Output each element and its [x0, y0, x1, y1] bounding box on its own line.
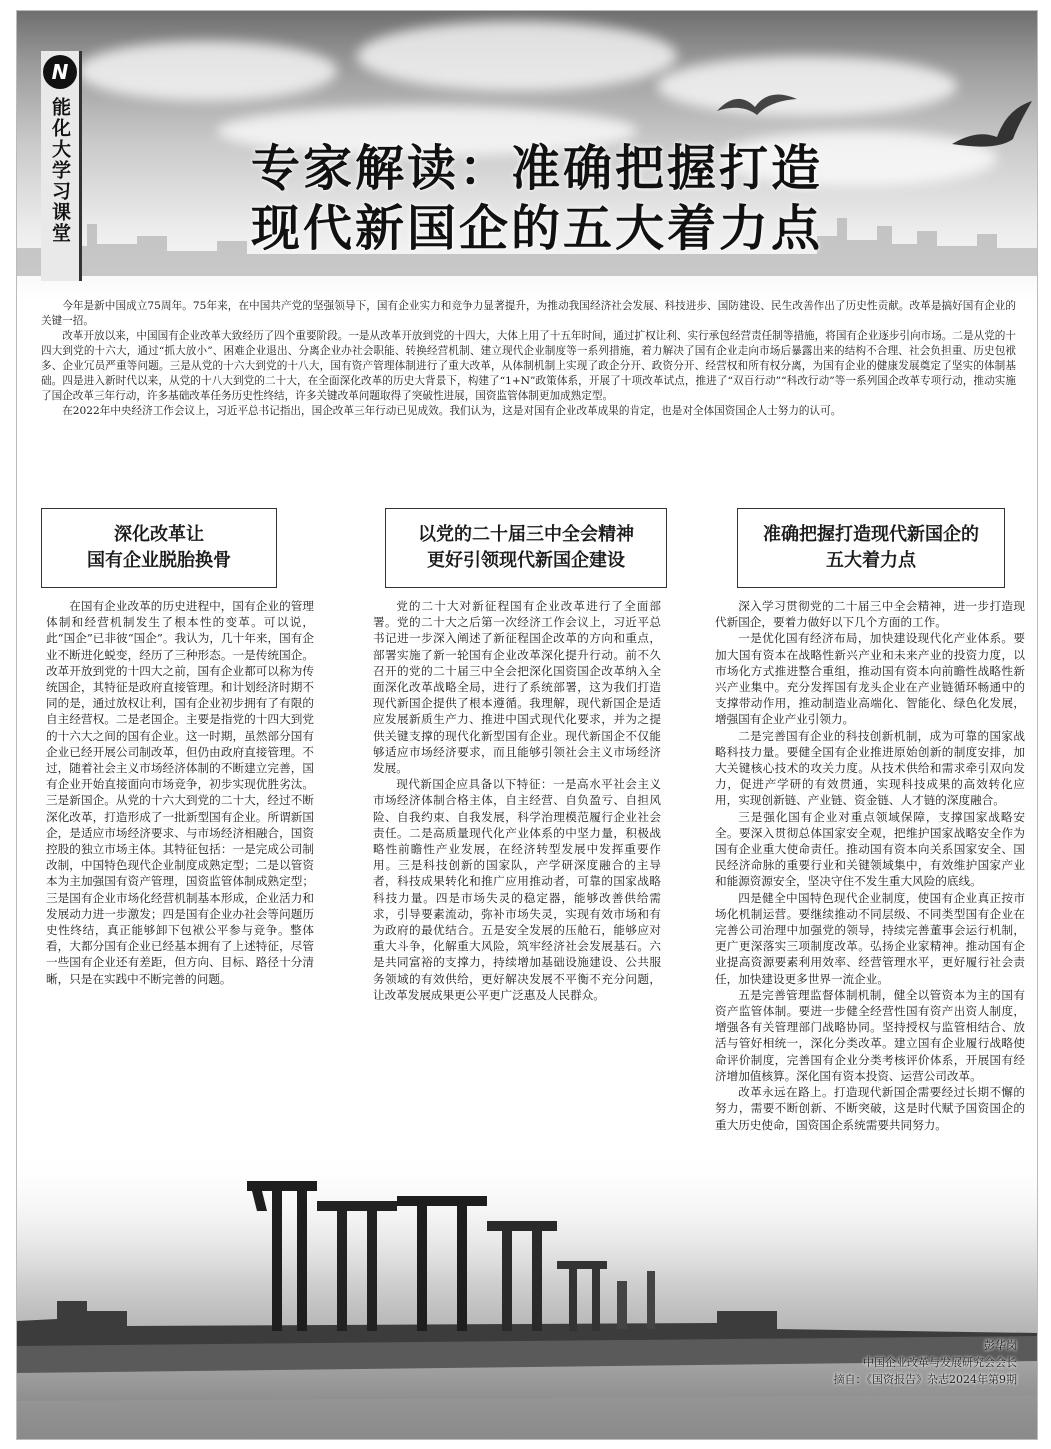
column-3-body — [715, 598, 1025, 1133]
intro-paragraph: 在2022年中央经济工作会议上，习近平总书记指出，国企改革三年行动已见成效。我们认为，这是对国有企业改革成果的肯定，也是对全体国资国企人士努力的认可。 — [62, 405, 842, 417]
body-paragraph: 二是完善国有企业的科技创新机制，成为可靠的国家战略科技力量。要健全国有企业推进原始创新的制度安排，加大关键核心技术的攻关力度。从技术供给和需求牵引双向发力，促进产学研的有效贯通，实现科技成果的高效转化应用，实现创新链、产业链、资金链、人才链的深度融合。 — [715, 728, 1025, 808]
body-paragraph: 五是完善管理监督体制机制，健全以管资本为主的国有资产监管体制。要进一步健全经营性国有资产出资人制度，增强各有关管理部门战略协同。坚持授权与监管相结合、放活与管好相统一，深化分类改革。建立国有企业履行战略使命评价制度，完善国有企业分类考核评价体系，开展国有经济增加值核算。深化国有资本投资、运营公司改革。 — [715, 987, 1025, 1083]
source-note: 摘自：《国资报告》杂志2024年第9期 — [833, 1373, 1017, 1386]
body-paragraph: 在国有企业改革的历史进程中，国有企业的管理体制和经营机制发生了根本性的变革。可以说，此“国企”已非彼“国企”。我认为，几十年来，国有企业不断进化蜕变，经历了三种形态。一是传统国企。改革开放到党的十四大之前，国有企业都可以称为传统国企，其特征是政府直接管理。和计划经济时期不同的是，通过放权让利，国有企业初步拥有了有限的自主经营权。二是老国企。主要是指党的十四大到党的十六大之间的国有企业。这一时期，虽然部分国有企业已经开展公司制改革，但仍由政府直接管理。不过，随着社会主义市场经济体制的不断建立完善，国有企业开始直接面向市场竞争，初步实现优胜劣汰。三是新国企。从党的十六大到党的二十大，经过不断深化改革，打造形成了一批新型国有企业。所谓新国企，是适应市场经济要求、与市场经济相融合，国资控股的独立市场主体。其特征包括：一是完成公司制改制，中国特色现代企业制度成熟定型；二是以管资本为主加强国有资产管理，国资监管体制成熟定型；三是国有企业市场化经营机制基本形成，企业活力和发展动力进一步激发；四是国有企业办社会等问题历史性终结，真正能够卸下包袱公平参与竞争。整体看，大都分国有企业已经基本拥有了上述特征，尽管一些国有企业还有差距，但方向、目标、路径十分清晰，只是在实践中不断完善的问题。 — [46, 599, 314, 986]
section-3-title-box — [737, 508, 1005, 588]
headline-line-1: 专家解读：准确把握打造 — [250, 140, 823, 197]
section-1-title: 深化改革让 国有企业脱胎换骨 — [87, 524, 231, 571]
author-name: 彭华岗 — [984, 1339, 1017, 1352]
section-2-title: 以党的二十届三中全会精神 更好引领现代新国企建设 — [418, 524, 634, 571]
headline-line-2: 现代新国企的五大着力点 — [250, 200, 823, 257]
body-paragraph: 一是优化国有经济布局，加快建设现代化产业体系。要加大国有资本在战略性新兴产业和未来产业的投资力度，以市场化方式推进整合重组，推动国有资本向前瞻性战略性新兴产业集中。充分发挥国有龙头企业在产业链循环畅通中的支撑带动作用，推动制造业高端化、智能化、绿色化发展，增强国有企业产业引领力。 — [715, 631, 1025, 727]
body-paragraph: 改革永远在路上。打造现代新国企需要经过长期不懈的努力，需要不断创新、不断突破，这是时代赋予国资国企的重大历史使命，国资国企系统需要共同努力。 — [715, 1085, 1025, 1132]
intro-text — [41, 299, 1016, 419]
seagull-image — [707, 81, 827, 131]
column-name: 能化大学习课堂 — [49, 97, 71, 244]
body-paragraph: 深入学习贯彻党的二十届三中全会精神，进一步打造现代新国企，要着力做好以下几个方面的工作。 — [715, 599, 1025, 630]
intro-paragraph: 今年是新中国成立75周年。75年来，在中国共产党的坚强领导下，国有企业实力和竞争力显著提升，为推动我国经济社会发展、科技进步、国防建设、民生改善作出了历史性贡献。改革是搞好国有企业的关键一招。 — [41, 300, 1016, 327]
section-1-title-box — [41, 508, 277, 588]
harbor-cranes-image — [17, 1151, 1037, 1439]
dove-image — [947, 99, 1037, 159]
body-paragraph: 四是健全中国特色现代企业制度，使国有企业真正按市场化机制运营。要继续推动不同层级、不同类型国有企业在完善公司治理中加强党的领导，持续完善董事会运行机制，更广更深落实三项制度改革。弘扬企业家精神。推动国有企业提高资源要素利用效率、经营管理水平，更好履行社会责任，加快建设更多世界一流企业。 — [715, 890, 1025, 986]
byline — [757, 1337, 1017, 1388]
body-paragraph: 现代新国企应具备以下特征：一是高水平社会主义市场经济体制合格主体，自主经营、自负盈亏、自担风险、自我约束、自我发展，科学治理模范履行企业社会责任。二是高质量现代化产业体系的中坚力量，积极战略性前瞻性产业发展，在经济转型发展中发挥重要作用。三是科技创新的国家队，产学研深度融合的主导者，科技成果转化和推广应用推动者，可靠的国家战略科技力量。四是市场失灵的稳定器，能够改善供给需求，引导要素流动，弥补市场失灵，实现有效市场和有为政府的最优结合。五是安全发展的压舱石，能够应对重大斗争，化解重大风险，筑牢经济社会发展基石。六是共同富裕的支撑力，持续增加基础设施建设、公共服务领域的有效供给，更好解决发展不平衡不充分问题，让改革发展成果更公平更广泛惠及人民群众。 — [373, 777, 661, 1002]
column-logo-icon: N — [43, 55, 77, 89]
section-3-title: 准确把握打造现代新国企的 五大着力点 — [763, 524, 979, 571]
headline — [117, 139, 957, 259]
author-position: 中国企业改革与发展研究会会长 — [863, 1356, 1017, 1369]
column-1-body — [46, 598, 314, 987]
body-paragraph: 党的二十大对新征程国有企业改革进行了全面部署。党的二十大之后第一次经济工作会议上，习近平总书记进一步深入阐述了新征程国企改革的方向和重点，部署实施了新一轮国有企业改革深化提升行动。前不久召开的党的二十届三中全会把深化国资国企改革纳入全面深化改革战略全局，进行了系统部署，这为我们打造现代新国企提供了根本遵循。我理解，现代新国企是适应发展新质生产力、推进中国式现代化要求，并为之提供关键支撑的现代化新型国有企业。现代新国企不仅能够适应市场经济要求，而且能够引领社会主义市场经济发展。 — [373, 599, 661, 776]
body-paragraph: 三是强化国有企业对重点领域保障，支撑国家战略安全。要深入贯彻总体国家安全观，把维护国家战略安全作为国有企业重大使命责任。推动国有资本向关系国家安全、国民经济命脉的重要行业和关键领域集中，有效维护国家产业和能源资源安全，坚决守住不发生重大风险的底线。 — [715, 809, 1025, 889]
column-2-body — [373, 598, 661, 1003]
section-2-title-box — [385, 508, 667, 588]
intro-paragraph: 改革开放以来，中国国有企业改革大致经历了四个重要阶段。一是从改革开放到党的十四大，大体上用了十五年时间，通过扩权让利、实行承包经营责任制等措施，将国有企业逐步引向市场。二是从党的十四大到党的十六大，通过“抓大放小”、困难企业退出、分离企业办社会职能、转换经营机制、建立现代企业制度等一系列措施，着力解决了国有企业走向市场后暴露出来的结构不合理、社会负担重、历史包袱多、企业冗员严重等问题。三是从党的十六大到党的十八大，国有资产管理体制进行了重大改革，从体制机制上实现了政企分开、政资分开、经营权和所有权分离，为国有企业的健康发展奠定了坚实的体制基础。四是进入新时代以来，从党的十八大到党的二十大，在全面深化改革的历史大背景下，构建了“1+N”政策体系，开展了十项改革试点，推进了“双百行动”“科改行动”等一系列国企改革专项行动，推动实施了国企改革三年行动，许多基础改革任务历史性终结，许多关键改革问题取得了突破性进展，国资监管体制更加成熟定型。 — [41, 330, 1016, 402]
